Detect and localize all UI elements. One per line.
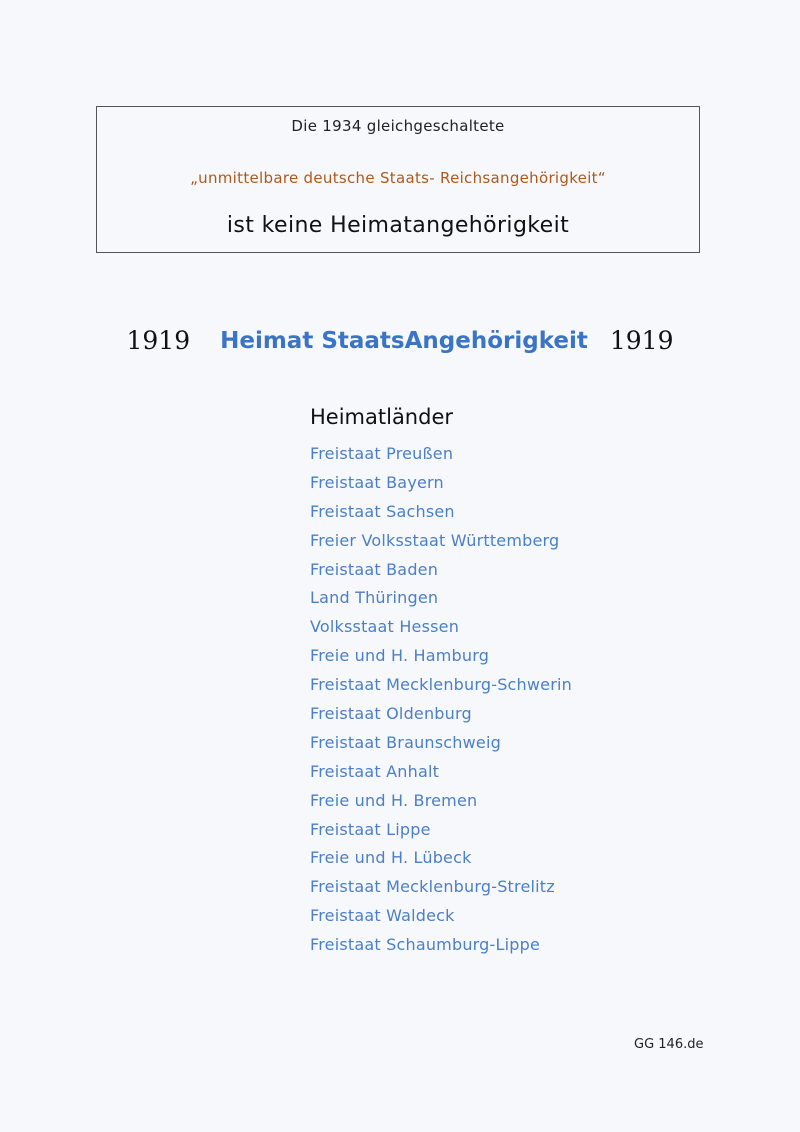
notice-line-1: Die 1934 gleichgeschaltete	[291, 117, 505, 135]
list-item: Freistaat Oldenburg	[310, 704, 472, 724]
notice-line-2: „unmittelbare deutsche Staats- Reichsangehörigkeit“	[190, 169, 606, 187]
heading-title: Heimat StaatsAngehörigkeit	[220, 327, 588, 354]
notice-box	[96, 106, 700, 253]
list-item: Freistaat Bayern	[310, 472, 444, 492]
list-item: Freistaat Braunschweig	[310, 732, 501, 752]
list-item: Freie und H. Bremen	[310, 790, 478, 810]
notice-line-3: ist keine Heimatangehörigkeit	[226, 213, 570, 238]
list-item: Freistaat Baden	[310, 559, 439, 579]
states-list-title: Heimatländer	[310, 405, 454, 429]
list-item: Freistaat Mecklenburg-Schwerin	[310, 675, 572, 695]
list-item: Freier Volksstaat Württemberg	[310, 530, 560, 550]
page-heading	[0, 326, 800, 355]
list-item: Land Thüringen	[310, 588, 439, 608]
list-item: Freistaat Preußen	[310, 444, 454, 463]
list-item: Freistaat Lippe	[310, 819, 431, 839]
heading-year-right: 1919	[609, 326, 674, 355]
heading-year-left: 1919	[126, 326, 191, 355]
footer-source: GG 146.de	[634, 1037, 704, 1052]
list-item: Freistaat Waldeck	[310, 906, 455, 926]
states-list	[310, 440, 572, 960]
list-item: Freistaat Sachsen	[310, 501, 455, 521]
list-item: Volksstaat Hessen	[310, 617, 460, 637]
list-item: Freistaat Mecklenburg-Strelitz	[310, 877, 555, 897]
list-item: Freie und H. Hamburg	[310, 646, 490, 666]
list-item: Freistaat Schaumburg-Lippe	[310, 935, 540, 955]
list-item: Freistaat Anhalt	[310, 761, 440, 781]
list-item: Freie und H. Lübeck	[310, 848, 472, 868]
